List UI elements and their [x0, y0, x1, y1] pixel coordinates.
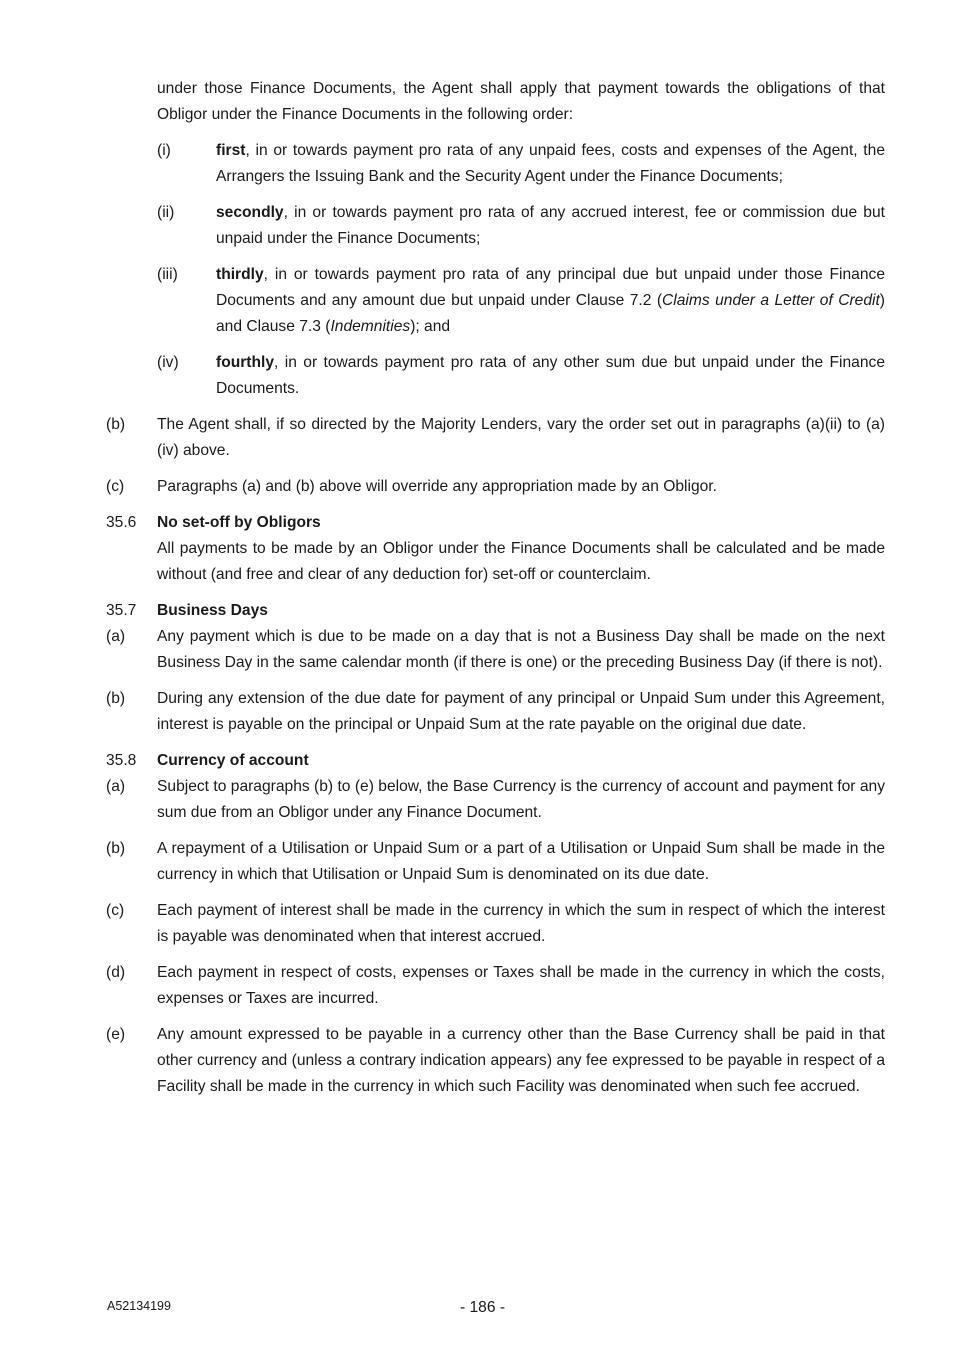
paragraph-body: Any payment which is due to be made on a day that is not a Business Day shall be made on the next Business Day in the same calendar month (if there is one) or the preceding Business Day (if there is not).	[157, 628, 885, 671]
section-title: No set-off by Obligors	[157, 514, 321, 531]
clause-reference: Indemnities	[330, 318, 411, 335]
paragraph-body: Each payment of interest shall be made in the currency in which the sum in respect of which the interest is payable was denominated when that interest accrued.	[157, 902, 885, 945]
order-item-thirdly	[157, 262, 885, 340]
section-35-7-b	[106, 686, 885, 738]
item-number: (iii)	[157, 266, 178, 283]
section-heading-35-8	[106, 748, 885, 774]
paragraph-body: The Agent shall, if so directed by the Majority Lenders, vary the order set out in paragraphs (a)(ii) to (a)(iv) above.	[157, 416, 885, 459]
item-text: ); and	[410, 318, 451, 335]
paragraph-body: A repayment of a Utilisation or Unpaid Sum or a part of a Utilisation or Unpaid Sum shall be made in the currency in which that Utilisation or Unpaid Sum is denominated on its due date.	[157, 840, 885, 883]
intro-paragraph: under those Finance Documents, the Agent shall apply that payment towards the obligations of that Obligor under the Finance Documents in the following order:	[157, 80, 885, 123]
section-heading-35-7	[106, 598, 885, 624]
paragraph-body: Subject to paragraphs (b) to (e) below, the Base Currency is the currency of account and payment for any sum due from an Obligor under any Finance Document.	[157, 778, 885, 821]
document-page	[0, 76, 965, 1110]
paragraph-number: (a)	[106, 628, 126, 645]
section-35-7-a	[106, 624, 885, 676]
section-number: 35.6	[106, 514, 137, 531]
paragraph-number: (b)	[106, 840, 126, 857]
paragraph-number: (b)	[106, 416, 126, 433]
document-reference: A52134199	[107, 1299, 171, 1313]
item-text: ) and Clause 7.3 (	[216, 292, 885, 335]
item-body	[216, 200, 885, 252]
section-35-6-text: All payments to be made by an Obligor under the Finance Documents shall be calculated and be made without (and free and clear of any deduction for) set-off or counterclaim.	[157, 540, 885, 583]
paragraph-number: (c)	[106, 478, 125, 495]
item-number: (ii)	[157, 204, 175, 221]
item-body	[216, 262, 885, 340]
paragraph-number: (e)	[106, 1026, 126, 1043]
paragraph-number: (c)	[106, 902, 125, 919]
item-text: , in or towards payment pro rata of any principal due but unpaid under those Finance Documents and any amount due but unpaid under Clause 7.2 (	[216, 266, 885, 309]
section-heading-35-6	[106, 510, 885, 536]
section-title: Business Days	[157, 602, 268, 619]
section-number: 35.7	[106, 602, 137, 619]
page-number: - 186 -	[459, 1299, 506, 1316]
section-title: Currency of account	[157, 752, 309, 769]
item-keyword: thirdly	[216, 266, 264, 283]
paragraph-body: Each payment in respect of costs, expenses or Taxes shall be made in the currency in which the costs, expenses or Taxes are incurred.	[157, 964, 885, 1007]
item-keyword: fourthly	[216, 354, 275, 371]
item-text: , in or towards payment pro rata of any unpaid fees, costs and expenses of the Agent, the Arrangers the Issuing Bank and the Security Agent under the Finance Documents;	[216, 142, 885, 185]
item-keyword: first	[216, 142, 246, 159]
paragraph-c	[106, 474, 885, 500]
item-keyword: secondly	[216, 204, 284, 221]
paragraph-body: During any extension of the due date for payment of any principal or Unpaid Sum under this Agreement, interest is payable on the principal or Unpaid Sum at the rate payable on the original due date.	[157, 690, 885, 733]
section-35-8-e	[106, 1022, 885, 1100]
paragraph-body: Any amount expressed to be payable in a currency other than the Base Currency shall be paid in that other currency and (unless a contrary indication appears) any fee expressed to be payable in respect of a Facility shall be made in the currency in which such Facility was denominated when such fee accrued.	[157, 1026, 885, 1095]
section-35-8-d	[106, 960, 885, 1012]
section-number: 35.8	[106, 752, 137, 769]
section-35-8-b	[106, 836, 885, 888]
item-number: (iv)	[157, 354, 179, 371]
item-body	[216, 350, 885, 402]
item-body	[216, 138, 885, 190]
clause-reference: Claims under a Letter of Credit	[662, 292, 880, 309]
item-number: (i)	[157, 142, 171, 159]
paragraph-number: (d)	[106, 964, 126, 981]
section-35-8-a	[106, 774, 885, 826]
order-item-fourthly	[157, 350, 885, 402]
item-text: , in or towards payment pro rata of any other sum due but unpaid under the Finance Documents.	[216, 354, 885, 397]
paragraph-number: (b)	[106, 690, 126, 707]
item-text: , in or towards payment pro rata of any accrued interest, fee or commission due but unpaid under the Finance Documents;	[216, 204, 885, 247]
paragraph-body: Paragraphs (a) and (b) above will override any appropriation made by an Obligor.	[157, 478, 717, 495]
order-item-first	[157, 138, 885, 190]
order-item-secondly	[157, 200, 885, 252]
section-35-8-c	[106, 898, 885, 950]
paragraph-b	[106, 412, 885, 464]
paragraph-number: (a)	[106, 778, 126, 795]
